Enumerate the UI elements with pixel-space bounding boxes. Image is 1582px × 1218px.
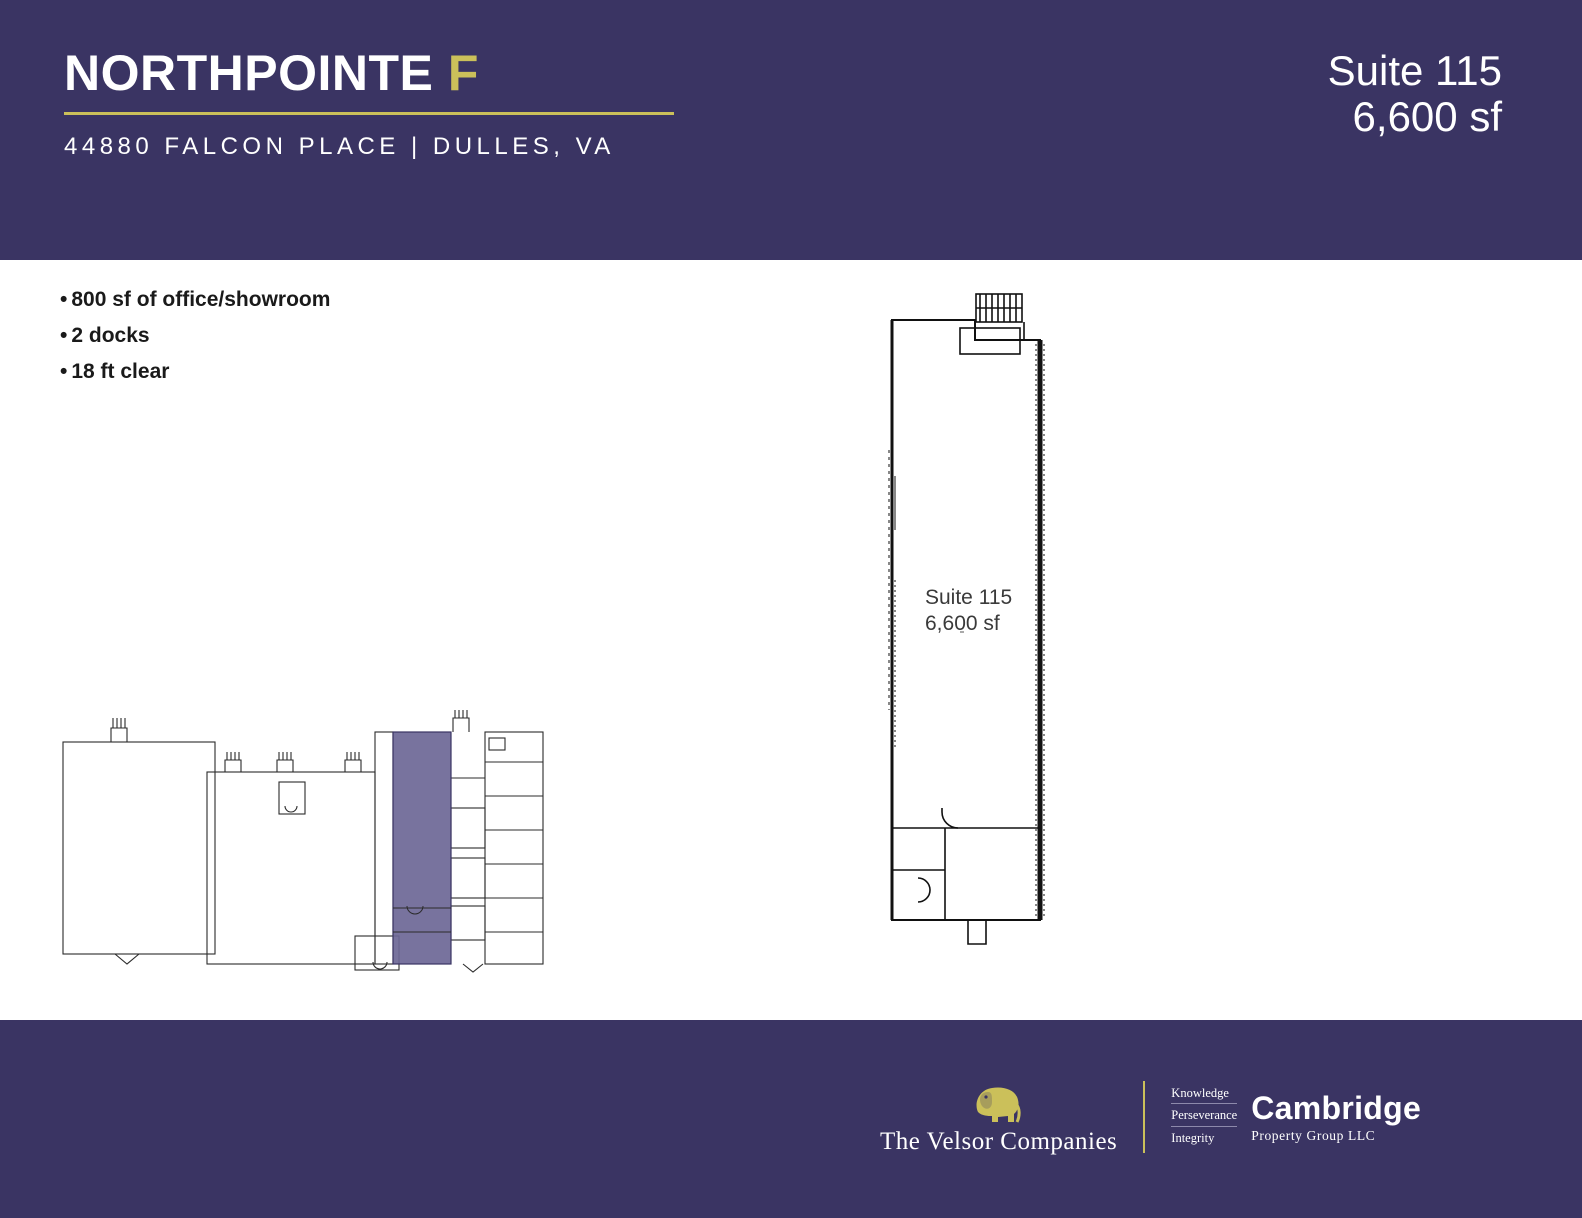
suite-plan-label-name: Suite 115	[925, 586, 1013, 609]
footer-logos	[880, 1072, 1421, 1162]
cambridge-name: Cambridge	[1251, 1090, 1422, 1126]
feature-list	[60, 288, 330, 396]
suite-summary	[1328, 48, 1502, 140]
highlighted-suite	[393, 732, 451, 964]
cambridge-sub: Property Group LLC	[1251, 1128, 1376, 1143]
building-title	[64, 45, 964, 101]
list-item	[60, 324, 330, 348]
suite-plan-label	[925, 585, 1012, 638]
suite-floor-plan	[840, 280, 1100, 1000]
page-header	[0, 0, 1582, 260]
cambridge-logo	[1171, 1084, 1421, 1149]
feature-text: 800 sf of office/showroom	[71, 288, 331, 311]
elephant-icon	[970, 1078, 1028, 1126]
suite-size: 6,600 sf	[1352, 93, 1502, 141]
suite-plan-label-size: 6,600 sf	[925, 612, 1000, 636]
value-knowledge: Knowledge	[1171, 1084, 1237, 1104]
footer-divider	[1143, 1081, 1145, 1153]
suite-name: Suite 115	[1327, 47, 1502, 94]
suite-plan-drawing	[840, 280, 1100, 1000]
building-name: NORTHPOINTE	[64, 45, 434, 101]
content-area	[0, 260, 1582, 1020]
cambridge-values	[1171, 1084, 1237, 1149]
velsor-logo	[880, 1078, 1117, 1156]
feature-text: 2 docks	[71, 324, 150, 347]
value-integrity: Integrity	[1171, 1130, 1215, 1145]
title-divider	[64, 112, 674, 115]
bullet-icon: •	[60, 324, 68, 347]
title-block	[64, 45, 964, 161]
velsor-name: The Velsor Companies	[880, 1128, 1118, 1155]
building-suffix: F	[447, 45, 479, 101]
key-plan-drawing	[55, 710, 555, 1010]
value-perseverance: Perseverance	[1171, 1106, 1237, 1126]
bullet-icon: •	[60, 288, 68, 311]
feature-text: 18 ft clear	[71, 360, 170, 383]
page-footer	[0, 1020, 1582, 1218]
cambridge-text	[1251, 1090, 1421, 1144]
list-item	[60, 360, 330, 384]
list-item	[60, 288, 330, 312]
bullet-icon: •	[60, 360, 68, 383]
building-key-plan	[55, 710, 555, 1010]
property-address: 44880 FALCON PLACE | DULLES, VA	[64, 133, 615, 160]
